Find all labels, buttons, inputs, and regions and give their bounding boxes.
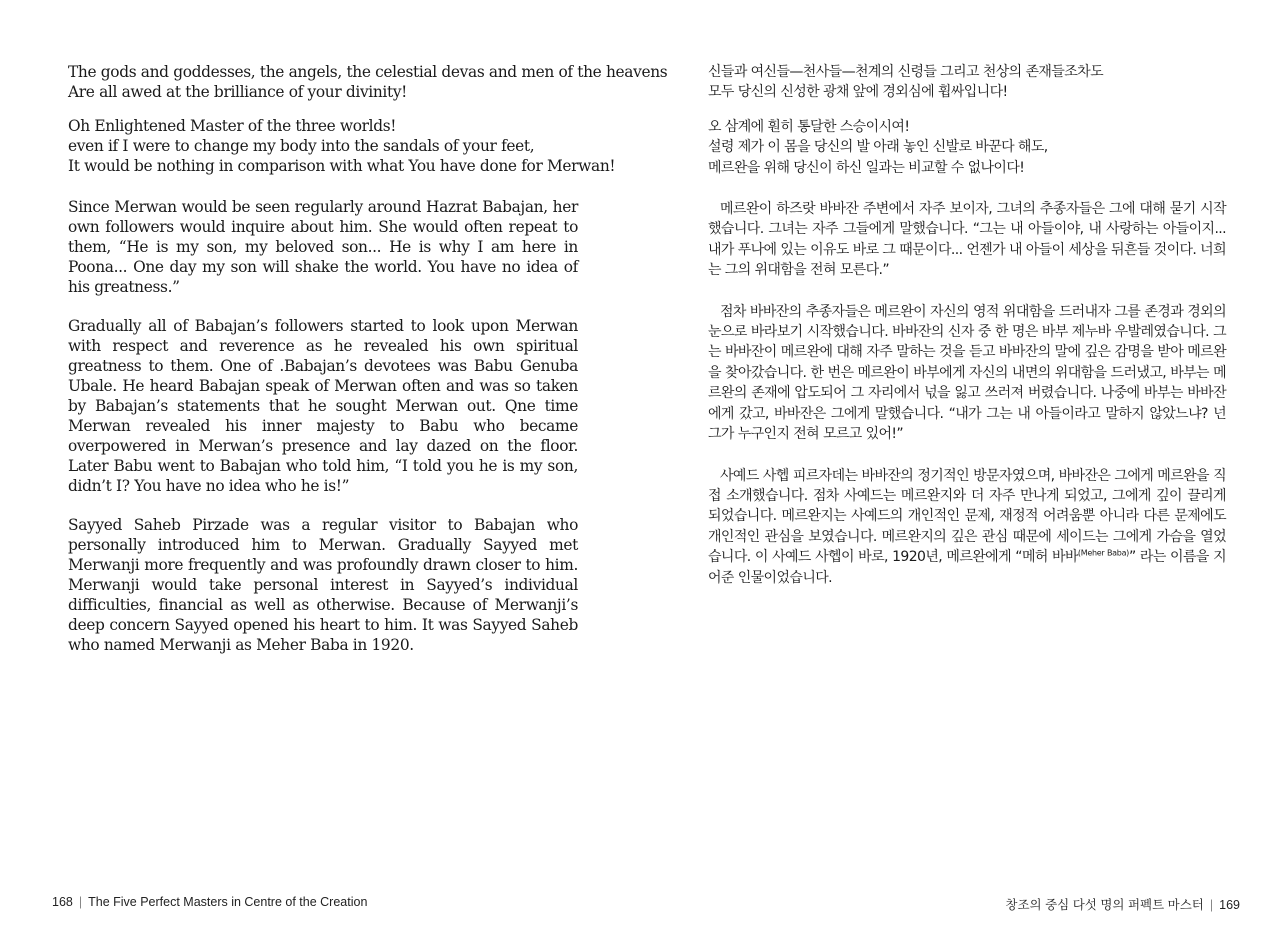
paragraph-babu-genuba-korean: 점차 바바잔의 추종자들은 메르완이 자신의 영적 위대함을 드러내자 그를 존경과 경외의 눈으로 바라보기 시작했습니다. 바바잔의 신자 중 한 명은 바부 제누바 우발레였습니다. 그는 바바잔이 메르완에 대해 자주 말하는 것을 듣고 바바잔의 말에 깊은 감명을 받아 메르완을 찾아갔습니다. 한 번은 메르완이 바부에게 자신의 내면의 위대함을 드러냈고, 바부는 메르완의 존재에 압도되어 그 자리에서 넋을 잃고 쓰러져 버렸습니다. 나중에 바부는 바바잔에게 갔고, 바바잔은 그에게 말했습니다. “내가 그는 내 아들이라고 말하지 않았느냐? 넌 그가 누구인지 전혀 모르고 있어!” bbox=[708, 303, 1226, 443]
page-number: 168 bbox=[52, 895, 73, 909]
meher-baba-superscript: (Meher Baba) bbox=[1077, 548, 1129, 558]
verse-line: 설령 제가 이 몸을 당신의 발 아래 놓인 신발로 바꾼다 해도, bbox=[708, 139, 1048, 156]
verse-line: 메르완을 위해 당신이 하신 일과는 비교할 수 없나이다! bbox=[708, 159, 1025, 176]
verse-line: 신들과 여신들—천사들—천계의 신령들 그리고 천상의 존재들조차도 bbox=[708, 64, 1103, 80]
paragraph-merwan-followers-korean: 메르완이 하즈랏 바바잔 주변에서 자주 보이자, 그녀의 추종자들은 그에 대해 묻기 시작했습니다. 그녀는 자주 그들에게 말했습니다. “그는 내 아들이야, 내 사랑하는 아들이지... 내가 푸나에 있는 이유도 바로 그 때문이다... 언젠가 내 아들이 세상을 뒤흔들 것이다. 너희는 그의 위대함을 전혀 모른다.” bbox=[708, 201, 1226, 279]
footer-separator: | bbox=[1209, 898, 1214, 912]
verse-line: Are all awed at the brilliance of your divinity! bbox=[68, 83, 408, 101]
page-number: 169 bbox=[1219, 898, 1240, 912]
paragraph-merwan-followers: Since Merwan would be seen regularly around Hazrat Babajan, her own followers would inquire about him. She would often repeat to them, “He is my son, my beloved son... He is why I am here in Poona... One day my son will shake the world. You have no idea of his greatness.” bbox=[68, 198, 578, 296]
paragraph-babu-genuba: Gradually all of Babajan’s followers started to look upon Merwan with respect and reverence as he revealed his own spiritual greatness to them. One of .Babajan’s devotees was Babu Genuba Ubale. He heard Babajan speak of Merwan often and was so taken by Babajan’s statements that he sought Merwan out. Qne time Merwan revealed his inner majesty to Babu who became overpowered in Merwan’s presence and lay dazed on the floor. Later Babu went to Babajan who told him, “I told you he is my son, didn’t I? You have no idea who he is!” bbox=[68, 317, 578, 495]
right-page-footer bbox=[1005, 895, 1240, 913]
paragraph-sayyed-saheb: Sayyed Saheb Pirzade was a regular visitor to Babajan who personally introduced him to Merwan. Gradually Sayyed met Merwanji more frequently and was profoundly drawn closer to him. Merwanji would take personal interest in Sayyed’s individual difficulties, financial as well as otherwise. Because of Merwanji’s deep concern Sayyed opened his heart to him. It was Sayyed Saheb who named Merwanji as Meher Baba in 1920. bbox=[68, 516, 578, 654]
paragraph-sayyed-saheb-korean bbox=[708, 466, 1226, 588]
verse-line: The gods and goddesses, the angels, the celestial devas and men of the heavens bbox=[68, 63, 668, 81]
right-text-column bbox=[708, 62, 1226, 609]
verse-line: It would be nothing in comparison with what You have done for Merwan! bbox=[68, 157, 616, 175]
verse-2-korean bbox=[708, 117, 1226, 178]
footer-separator: | bbox=[78, 895, 83, 909]
verse-1-korean bbox=[708, 62, 1226, 103]
verse-1-english bbox=[68, 62, 668, 102]
verse-line: 오 삼계에 훤히 통달한 스승이시여! bbox=[708, 118, 910, 135]
paragraph-text: ” 라는 이름을 지어준 인물이었습니다. bbox=[708, 549, 1227, 586]
verse-2-english bbox=[68, 116, 616, 176]
paragraph-text: 사예드 사헵 피르자데는 바바잔의 정기적인 방문자였으며, 바바잔은 그에게 메르완을 직접 소개했습니다. 점차 사예드는 메르완지와 더 자주 만나게 되었고, 그에게 깊이 끌리게 되었습니다. 메르완지는 사예드의 개인적인 문제, 재정적 어려움뿐 아니라 다른 문제에도 개인적인 관심을 보였습니다. 메르완지의 깊은 관심 때문에 세이드는 그에게 가슴을 열었습니다. 이 사예드 사헵이 바로, 1920년, 메르완에게 “메허 바바 bbox=[708, 467, 1226, 566]
verse-line: 모두 당신의 신성한 광채 앞에 경외심에 휩싸입니다! bbox=[708, 84, 1008, 101]
running-title: 창조의 중심 다섯 명의 퍼펙트 마스터 bbox=[1005, 898, 1204, 912]
right-page bbox=[640, 0, 1280, 947]
left-page-footer bbox=[52, 895, 367, 909]
left-text-column bbox=[68, 62, 668, 674]
running-title: The Five Perfect Masters in Centre of the Creation bbox=[88, 895, 368, 909]
verse-line: Oh Enlightened Master of the three worlds! bbox=[68, 117, 397, 135]
verse-line: even if I were to change my body into the sandals of your feet, bbox=[68, 137, 535, 155]
